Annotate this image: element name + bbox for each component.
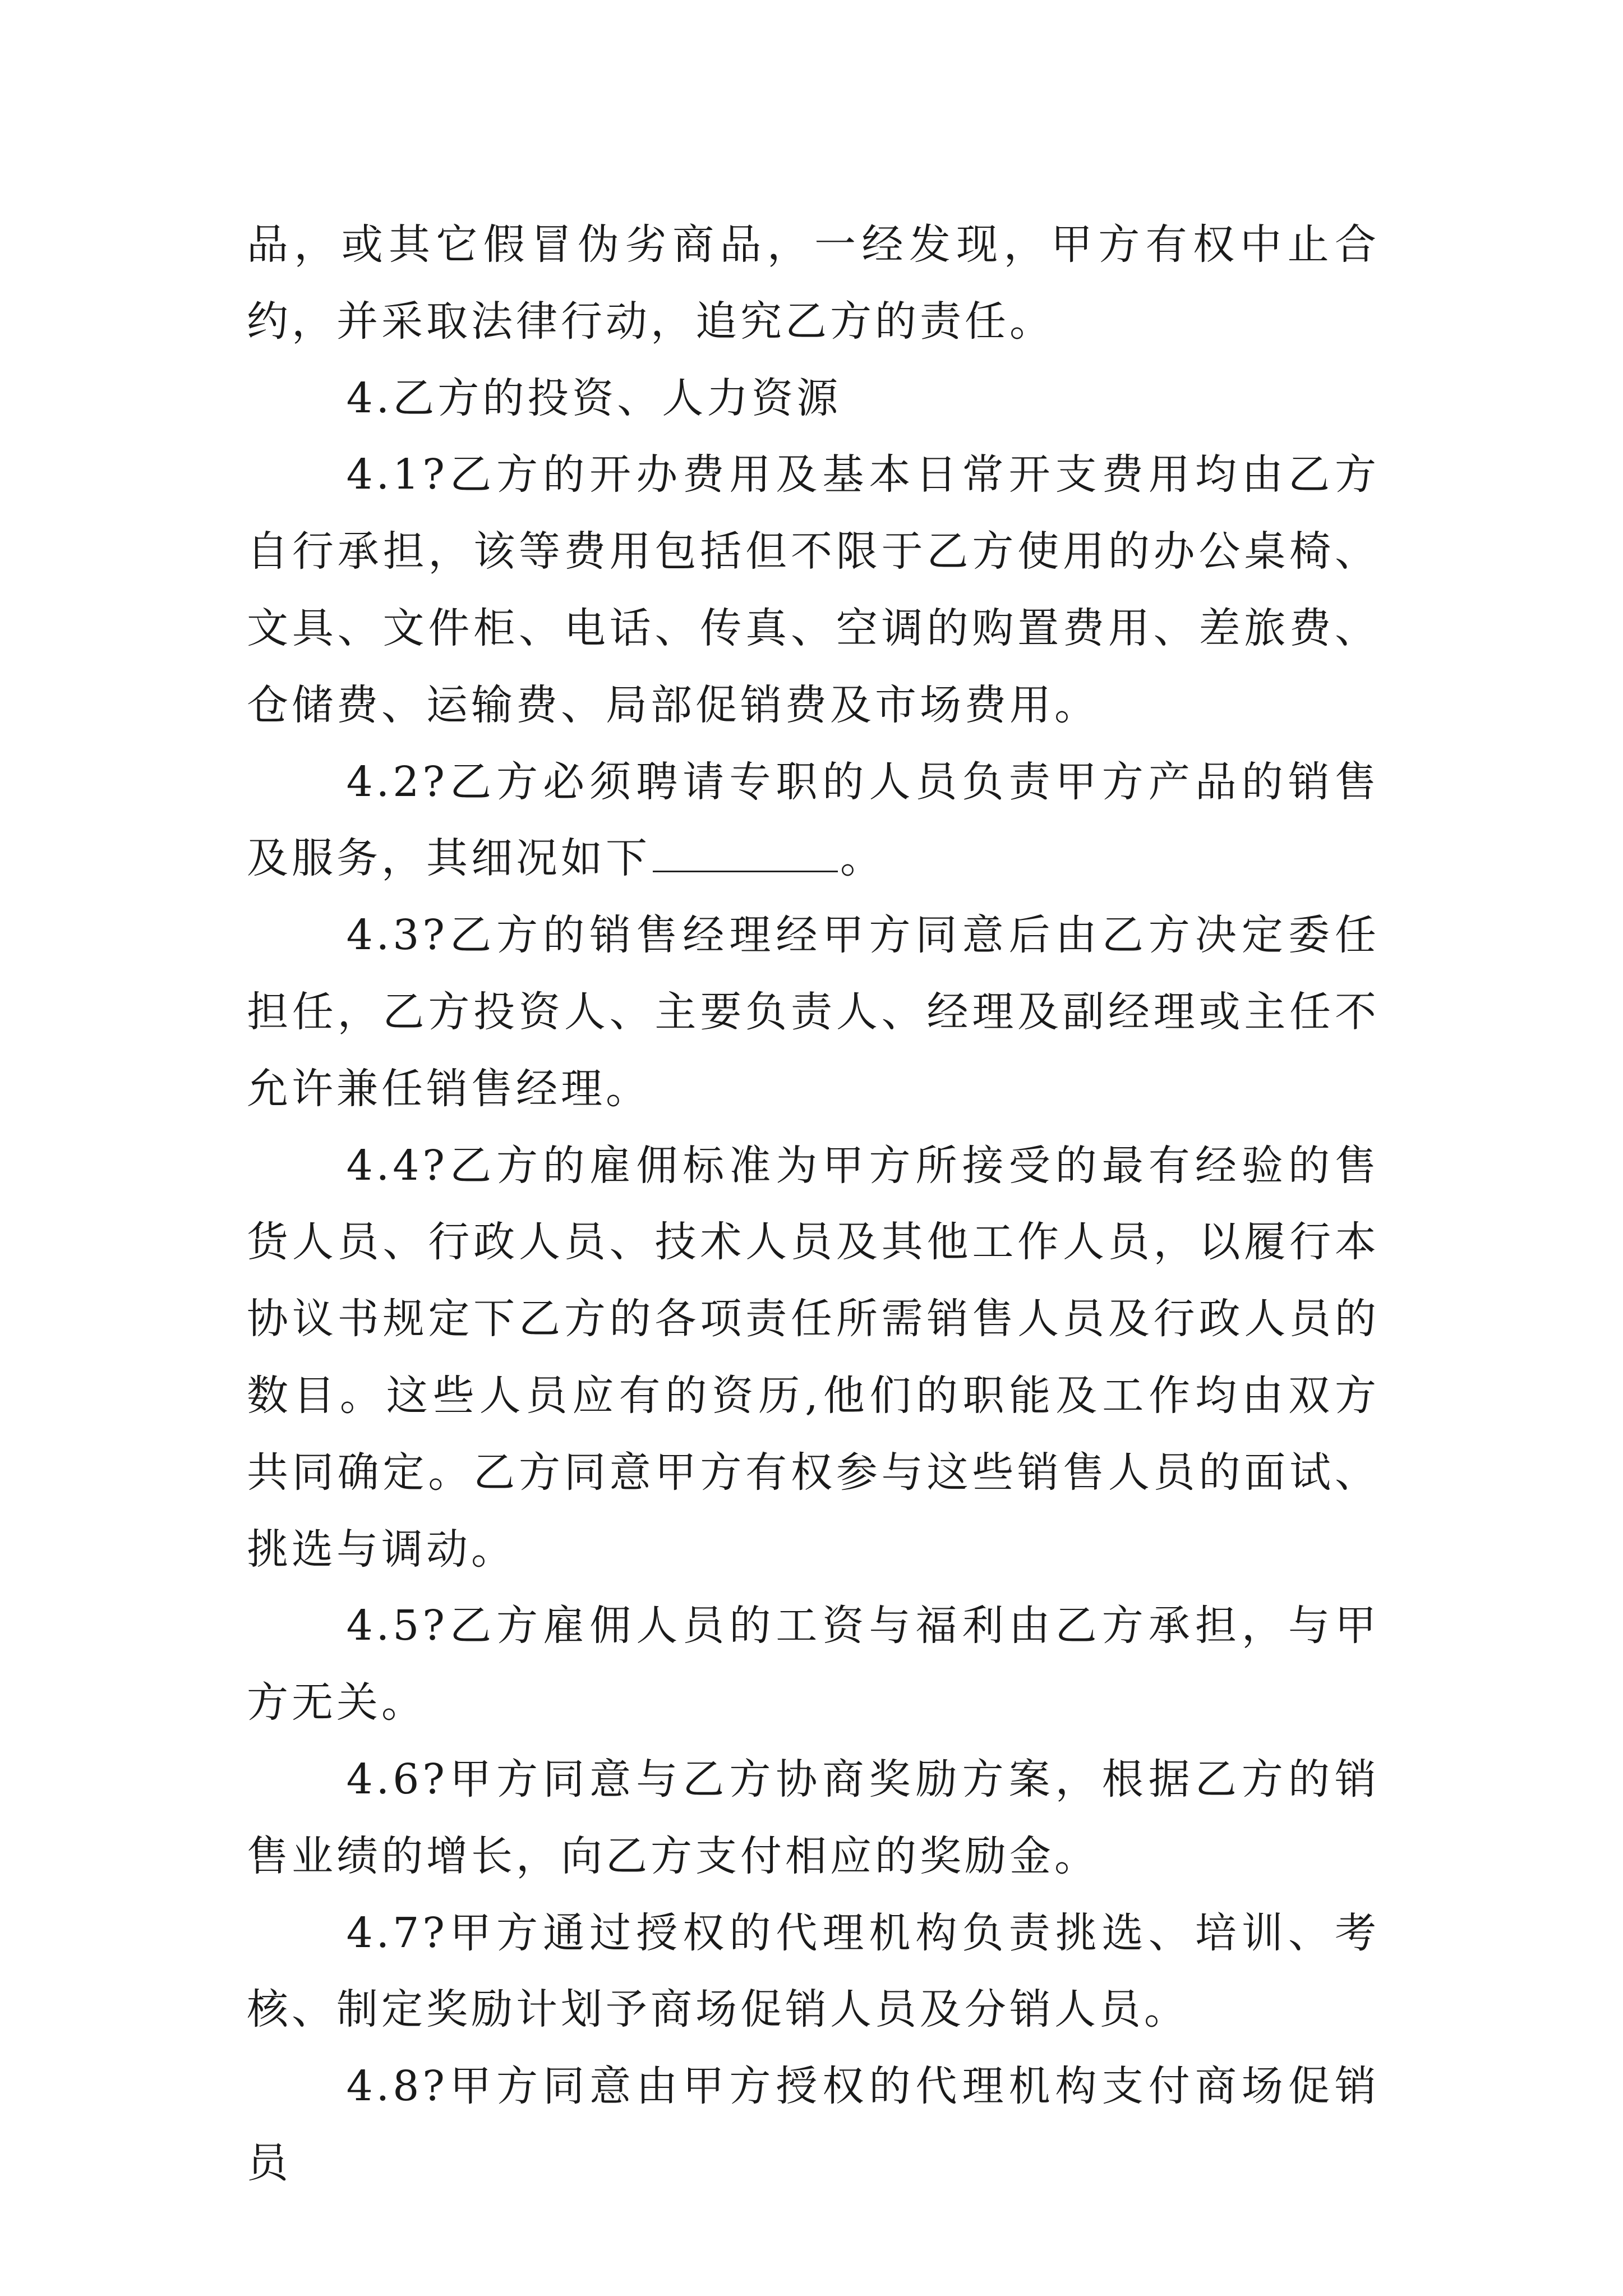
document-body [247, 206, 1380, 2202]
clause-4-2-text: 4.2?乙方必须聘请专职的人员负责甲方产品的销售及服务，其细况如下 [247, 757, 1380, 883]
clause-4-2 [247, 744, 1380, 898]
clause-4-3: 4.3?乙方的销售经理经甲方同意后由乙方决定委任担任，乙方投资人、主要负责人、经理及副经理或主任不允许兼任销售经理。 [247, 911, 1380, 1113]
clause-4-4: 4.4?乙方的雇佣标准为甲方所接受的最有经验的售货人员、行政人员、技术人员及其他工作人员，以履行本协议书规定下乙方的各项责任所需销售人员及行政人员的数目。这些人员应有的资历,他们的职能及工作均由双方共同确定。乙方同意甲方有权参与这些销售人员的面试、挑选与调动。 [247, 1141, 1380, 1573]
clause-4-2-end: 。 [840, 834, 885, 883]
clause-4-8: 4.8?甲方同意由甲方授权的代理机构支付商场促销员 [247, 2062, 1380, 2187]
paragraph-continuation: 品，或其它假冒伪劣商品，一经发现，甲方有权中止合约，并采取法律行动，追究乙方的责任。 [247, 220, 1380, 346]
clause-4-5: 4.5?乙方雇佣人员的工资与福利由乙方承担，与甲方无关。 [247, 1602, 1380, 1727]
fill-in-blank-line[interactable] [653, 865, 838, 872]
clause-4-6: 4.6?甲方同意与乙方协商奖励方案，根据乙方的销售业绩的增长，向乙方支付相应的奖励金。 [247, 1755, 1380, 1880]
section-heading-4: 4.乙方的投资、人力资源 [346, 374, 842, 422]
clause-4-1: 4.1?乙方的开办费用及基本日常开支费用均由乙方自行承担，该等费用包括但不限于乙方使用的办公桌椅、文具、文件柜、电话、传真、空调的购置费用、差旅费、仓储费、运输费、局部促销费及市场费用。 [247, 450, 1380, 729]
clause-4-7: 4.7?甲方通过授权的代理机构负责挑选、培训、考核、制定奖励计划予商场促销人员及分销人员。 [247, 1908, 1380, 2034]
